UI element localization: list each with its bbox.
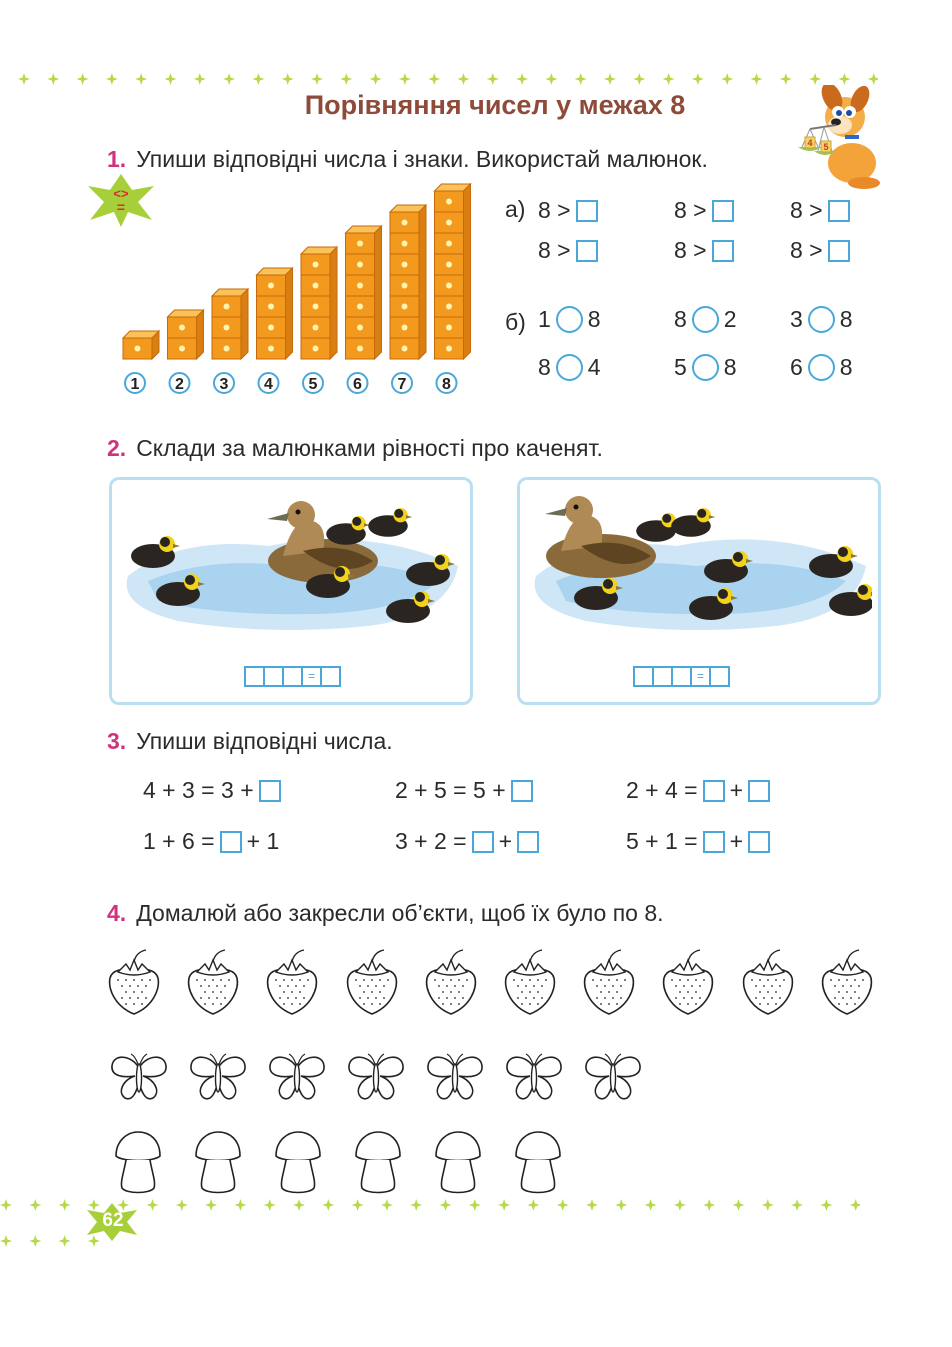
compare-8-greater-item (538, 237, 598, 264)
task-3-number: 3. (107, 728, 127, 754)
left-number: 8 (538, 354, 551, 380)
equals-cell: = (690, 666, 711, 687)
sign-circle[interactable] (556, 306, 583, 333)
tower-label: 1 (130, 376, 140, 393)
compare-text: 8 > (674, 237, 707, 263)
star-icon (29, 1235, 41, 1247)
equation-4-plus-3 (143, 777, 281, 804)
star-icon (674, 1199, 686, 1211)
compare-8-greater-item (674, 237, 734, 264)
answer-box[interactable] (748, 780, 770, 802)
star-icon (147, 1199, 159, 1211)
compare-sign-item (790, 306, 853, 333)
star-icon (440, 1199, 452, 1211)
answer-cell[interactable] (709, 666, 730, 687)
strawberry-icon[interactable] (660, 948, 716, 1018)
right-number: 8 (723, 354, 737, 380)
star-icon (545, 73, 557, 85)
compare-text: 8 > (790, 197, 823, 223)
star-icon (469, 1199, 481, 1211)
equation-text: 1 + 6 = (143, 828, 215, 854)
star-icon (106, 73, 118, 85)
answer-cell[interactable] (652, 666, 673, 687)
mushroom-icon[interactable] (192, 1130, 244, 1196)
answer-box[interactable] (748, 831, 770, 853)
star-icon (47, 73, 59, 85)
task-3-heading (107, 728, 393, 755)
star-icon (176, 1199, 188, 1211)
star-icon (586, 1199, 598, 1211)
cube-towers (115, 182, 475, 397)
cube-tower-8 (435, 184, 471, 359)
equation-3-plus-2 (395, 828, 539, 855)
answer-box[interactable] (576, 240, 598, 262)
star-icon (663, 73, 675, 85)
star-icon (633, 73, 645, 85)
cube-tower-7 (390, 205, 426, 359)
cube-tower-1 (123, 331, 159, 359)
ducks-scene-right (526, 486, 872, 651)
plus-sign: + (729, 828, 744, 854)
star-icon (733, 1199, 745, 1211)
star-icon (868, 73, 878, 85)
tower-label: 6 (353, 376, 362, 393)
compare-sign-item (790, 354, 853, 381)
answer-box[interactable] (712, 200, 734, 222)
star-icon (194, 73, 206, 85)
equation-answer-strip-right[interactable] (635, 666, 730, 687)
badge-compare-symbol: <> (113, 186, 129, 201)
tower-label: 8 (442, 376, 451, 393)
sign-circle[interactable] (808, 354, 835, 381)
star-icon (77, 73, 89, 85)
dog-mascot-icon (790, 85, 890, 190)
mushroom-icon[interactable] (272, 1130, 324, 1196)
star-icon (381, 1199, 393, 1211)
star-icon (721, 73, 733, 85)
strawberry-icon[interactable] (106, 948, 162, 1018)
star-icon (399, 73, 411, 85)
equation-5-plus-1 (626, 828, 770, 855)
mushroom-icon[interactable] (352, 1130, 404, 1196)
compare-8-greater-item (538, 197, 598, 224)
cube-tower-4 (257, 268, 293, 359)
compare-sign-item (538, 354, 601, 381)
answer-box[interactable] (576, 200, 598, 222)
star-icon (527, 1199, 539, 1211)
star-icon (205, 1199, 217, 1211)
strawberry-icon[interactable] (819, 948, 875, 1018)
sign-circle[interactable] (692, 306, 719, 333)
answer-box[interactable] (703, 831, 725, 853)
mushroom-icon[interactable] (512, 1130, 564, 1196)
task-1a-label: а) (505, 196, 526, 222)
equation-answer-strip-left[interactable] (246, 666, 341, 687)
star-icon (311, 73, 323, 85)
compare-text: 8 > (790, 237, 823, 263)
plus-sign: + (498, 828, 513, 854)
task-4-heading (107, 900, 664, 927)
answer-box[interactable] (828, 200, 850, 222)
star-icon (352, 1199, 364, 1211)
star-icon (18, 73, 30, 85)
star-icon (59, 1235, 71, 1247)
cube-tower-5 (301, 247, 337, 359)
scale-number-left: 4 (807, 138, 813, 148)
page-number: 62 (102, 1210, 124, 1231)
strawberry-icon[interactable] (264, 948, 320, 1018)
star-icon (703, 1199, 715, 1211)
answer-cell[interactable] (633, 666, 654, 687)
right-number: 4 (587, 354, 601, 380)
ducks-scene-left (118, 486, 464, 651)
answer-box[interactable] (259, 780, 281, 802)
answer-box[interactable] (712, 240, 734, 262)
star-icon (762, 1199, 774, 1211)
star-icon (820, 1199, 832, 1211)
star-icon (557, 1199, 569, 1211)
butterfly-icon[interactable] (267, 1052, 327, 1104)
right-number: 8 (587, 306, 601, 332)
answer-cell[interactable] (320, 666, 341, 687)
answer-box[interactable] (828, 240, 850, 262)
duck-picture-panel-left (109, 477, 473, 705)
answer-cell[interactable] (244, 666, 265, 687)
task-2-heading (107, 435, 603, 462)
equation-2-plus-4 (626, 777, 770, 804)
answer-cell[interactable] (671, 666, 692, 687)
butterfly-icon[interactable] (583, 1052, 643, 1104)
task-2-number: 2. (107, 435, 127, 461)
right-number: 8 (839, 306, 853, 332)
equals-cell: = (301, 666, 322, 687)
star-icon (838, 73, 850, 85)
answer-box[interactable] (511, 780, 533, 802)
compare-8-greater-item (790, 237, 850, 264)
answer-cell[interactable] (263, 666, 284, 687)
task-1b-label: б) (505, 309, 526, 335)
star-icon (29, 1199, 41, 1211)
compare-text: 8 > (538, 197, 571, 223)
cube-tower-3 (212, 289, 248, 359)
strawberry-icon[interactable] (581, 948, 637, 1018)
right-number: 2 (723, 306, 737, 332)
answer-cell[interactable] (282, 666, 303, 687)
star-icon (516, 73, 528, 85)
sign-circle[interactable] (808, 306, 835, 333)
task-3-text: Упиши відповідні числа. (136, 728, 393, 754)
equation-text: 5 + 1 = (626, 828, 698, 854)
mushroom-icon[interactable] (112, 1130, 164, 1196)
star-icon (252, 73, 264, 85)
task-4-text: Домалюй або закресли об’єкти, щоб їх було по 8. (136, 900, 664, 926)
answer-box[interactable] (703, 780, 725, 802)
compare-sign-item (674, 354, 737, 381)
top-star-border (18, 72, 878, 86)
butterfly-icon[interactable] (346, 1052, 406, 1104)
butterfly-icon[interactable] (188, 1052, 248, 1104)
strawberry-icon[interactable] (423, 948, 479, 1018)
compare-text: 8 > (674, 197, 707, 223)
butterfly-icon[interactable] (425, 1052, 485, 1104)
equation-text: 4 + 3 = 3 + (143, 777, 254, 803)
butterfly-icon[interactable] (504, 1052, 564, 1104)
star-icon (780, 73, 792, 85)
star-icon (604, 73, 616, 85)
star-icon (282, 73, 294, 85)
badge-equals-symbol: = (116, 199, 126, 215)
strawberry-icon[interactable] (740, 948, 796, 1018)
equation-2-plus-5 (395, 777, 533, 804)
tower-label: 5 (308, 376, 318, 393)
task-1-text: Упиши відповідні числа і знаки. Використай малюнок. (136, 146, 708, 172)
strawberry-icon[interactable] (344, 948, 400, 1018)
star-icon (615, 1199, 627, 1211)
tower-label: 3 (219, 376, 229, 393)
compare-8-greater-item (674, 197, 734, 224)
sign-circle[interactable] (556, 354, 583, 381)
left-number: 6 (790, 354, 803, 380)
star-icon (264, 1199, 276, 1211)
star-icon (850, 1199, 860, 1211)
tower-label: 7 (397, 376, 407, 393)
left-number: 3 (790, 306, 803, 332)
star-icon (458, 73, 470, 85)
sign-circle[interactable] (692, 354, 719, 381)
star-icon (0, 1199, 12, 1211)
star-icon (135, 73, 147, 85)
task-1-number: 1. (107, 146, 127, 172)
equation-text: 2 + 5 = 5 + (395, 777, 506, 803)
star-icon (59, 1199, 71, 1211)
left-number: 8 (674, 306, 687, 332)
star-icon (322, 1199, 334, 1211)
strawberry-icon[interactable] (502, 948, 558, 1018)
star-icon (340, 73, 352, 85)
plus-sign: + (729, 777, 744, 803)
star-icon (410, 1199, 422, 1211)
star-icon (575, 73, 587, 85)
tower-label: 2 (175, 376, 184, 393)
star-icon (498, 1199, 510, 1211)
star-icon (487, 73, 499, 85)
star-icon (809, 73, 821, 85)
answer-box[interactable] (472, 831, 494, 853)
answer-box[interactable] (220, 831, 242, 853)
strawberry-icon[interactable] (185, 948, 241, 1018)
task-1-heading (107, 146, 708, 173)
cube-tower-2 (168, 310, 204, 359)
right-number: 8 (839, 354, 853, 380)
left-number: 5 (674, 354, 687, 380)
star-icon (0, 1235, 12, 1247)
butterfly-icon[interactable] (109, 1052, 169, 1104)
star-icon (428, 73, 440, 85)
equation-text: 2 + 4 = (626, 777, 698, 803)
star-icon (692, 73, 704, 85)
left-number: 1 (538, 306, 551, 332)
plus-one-text: + 1 (246, 828, 280, 854)
mushroom-icon[interactable] (432, 1130, 484, 1196)
compare-8-greater-item (790, 197, 850, 224)
star-icon (645, 1199, 657, 1211)
duck-picture-panel-right (517, 477, 881, 705)
task-2-text: Склади за малюнками рівності про каченят. (136, 435, 603, 461)
star-icon (165, 73, 177, 85)
answer-box[interactable] (517, 831, 539, 853)
star-icon (751, 73, 763, 85)
star-icon (370, 73, 382, 85)
compare-text: 8 > (538, 237, 571, 263)
equation-text: 3 + 2 = (395, 828, 467, 854)
equation-1-plus-6 (143, 828, 279, 855)
star-icon (293, 1199, 305, 1211)
cube-tower-6 (346, 226, 382, 359)
compare-sign-item (674, 306, 737, 333)
star-icon (223, 73, 235, 85)
star-icon (234, 1199, 246, 1211)
tower-label: 4 (264, 376, 273, 393)
page-title: Порівняння чисел у межах 8 (304, 90, 686, 120)
star-icon (791, 1199, 803, 1211)
scale-number-right: 5 (823, 142, 829, 152)
task-4-number: 4. (107, 900, 127, 926)
compare-sign-item (538, 306, 601, 333)
